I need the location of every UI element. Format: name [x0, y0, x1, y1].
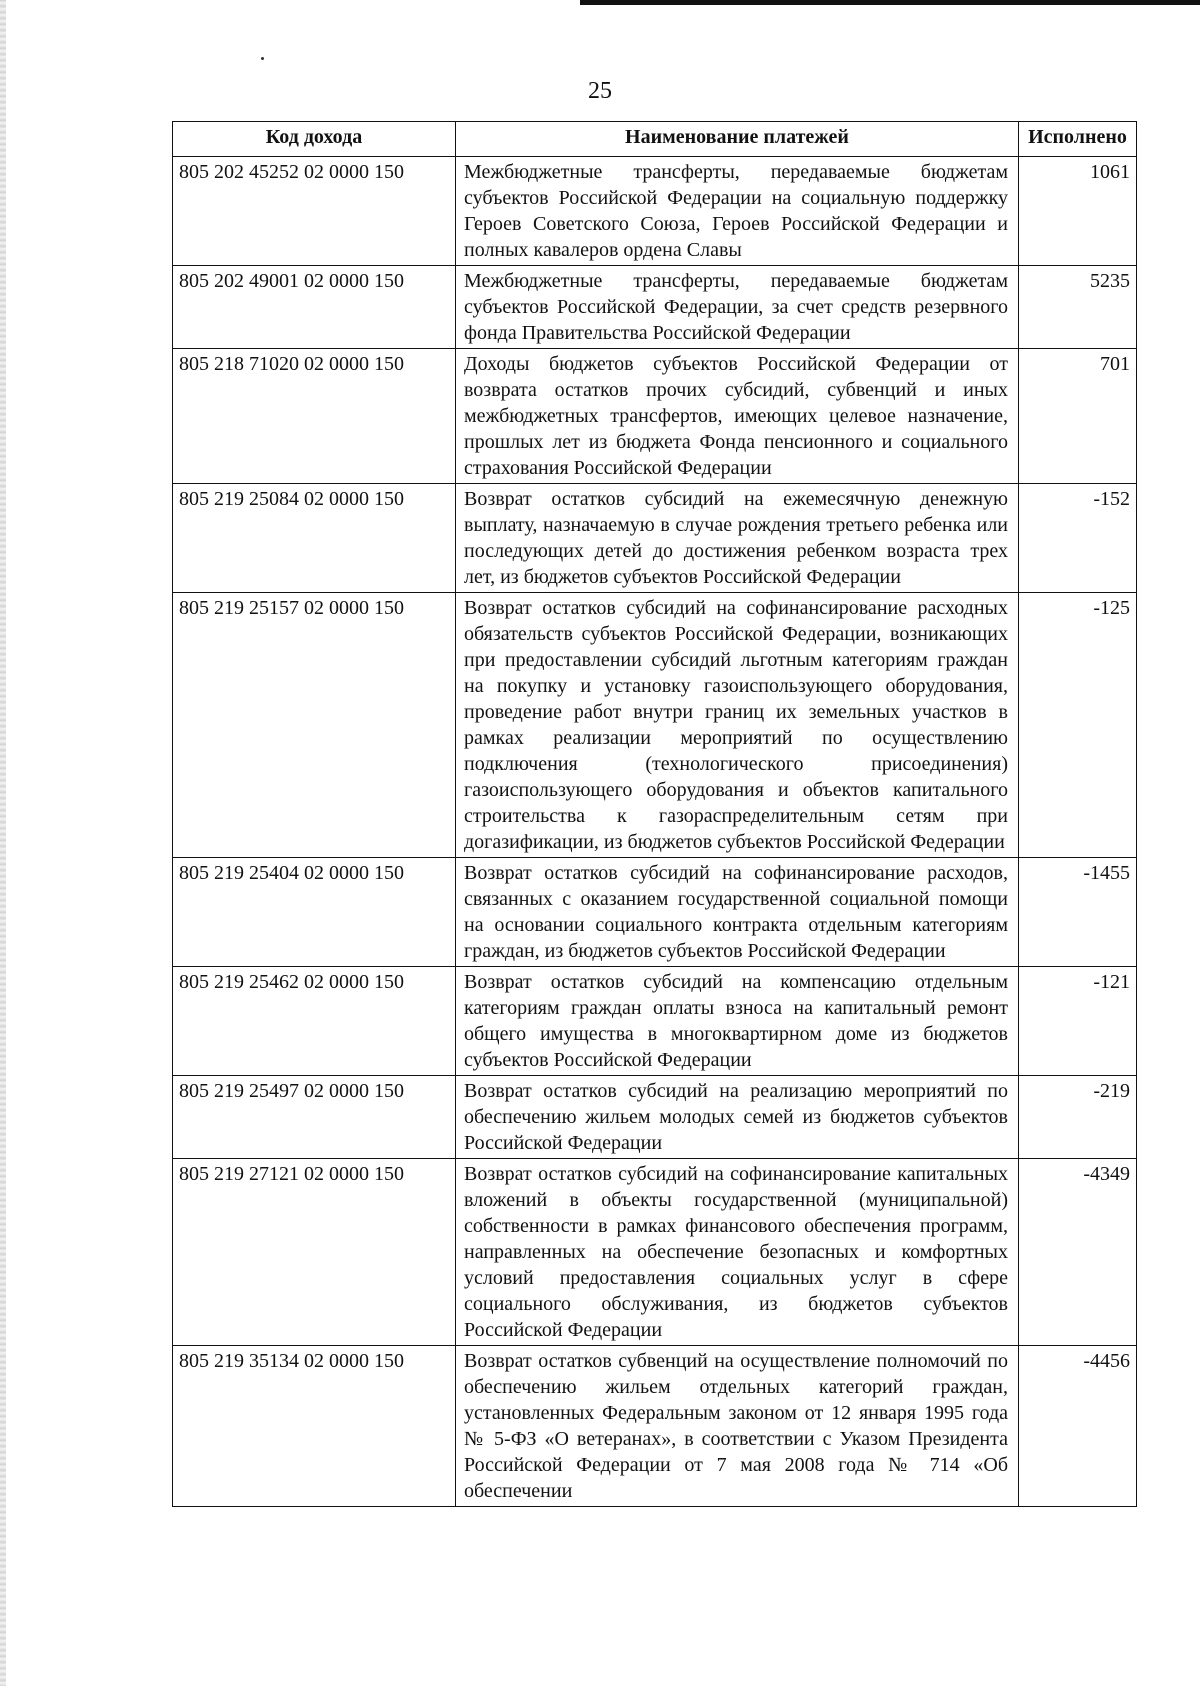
executed-value-cell: -121 [1019, 967, 1137, 1076]
payment-name-cell: Возврат остатков субсидий на ежемесячную денежную выплату, назначаемую в случае рождения третьего ребенка или последующих детей до достижения ребенком возраста трех лет, из бюджетов субъектов Российской Федерации [456, 484, 1019, 593]
executed-value-cell: -4456 [1019, 1346, 1137, 1507]
income-code-cell: 805 202 49001 02 0000 150 [173, 266, 456, 349]
income-code-cell: 805 218 71020 02 0000 150 [173, 349, 456, 484]
income-code-cell: 805 219 25497 02 0000 150 [173, 1076, 456, 1159]
payment-name-cell: Возврат остатков субсидий на реализацию мероприятий по обеспечению жильем молодых семей из бюджетов субъектов Российской Федерации [456, 1076, 1019, 1159]
scan-edge-top [580, 0, 1200, 5]
table-row [173, 858, 1137, 967]
scan-edge-left [0, 0, 6, 1686]
table-row [173, 266, 1137, 349]
table-row [173, 484, 1137, 593]
income-code-cell: 805 219 25404 02 0000 150 [173, 858, 456, 967]
payment-name-cell: Возврат остатков субсидий на софинансирование расходных обязательств субъектов Российской Федерации, возникающих при предоставлении субсидий льготным категориям граждан на покупку и установку газоиспользующего оборудования, проведение работ внутри границ их земельных участков в рамках реализации мероприятий по осуществлению подключения (технологического присоединения) газоиспользующего оборудования и объектов капитального строительства к газораспределительным сетям при догазификации, из бюджетов субъектов Российской Федерации [456, 593, 1019, 858]
income-code-cell: 805 219 35134 02 0000 150 [173, 1346, 456, 1507]
payment-name-cell: Возврат остатков субвенций на осуществление полномочий по обеспечению жильем отдельных категорий граждан, установленных Федеральным законом от 12 января 1995 года № 5-ФЗ «О ветеранах», в соответствии с Указом Президента Российской Федерации от 7 мая 2008 года № 714 «Об обеспечении [456, 1346, 1019, 1507]
executed-value-cell: 1061 [1019, 157, 1137, 266]
payment-name-cell: Доходы бюджетов субъектов Российской Федерации от возврата остатков прочих субсидий, субвенций и иных межбюджетных трансфертов, имеющих целевое назначение, прошлых лет из бюджета Фонда пенсионного и социального страхования Российской Федерации [456, 349, 1019, 484]
table-header-row [173, 122, 1137, 157]
income-code-cell: 805 219 25462 02 0000 150 [173, 967, 456, 1076]
income-code-cell: 805 202 45252 02 0000 150 [173, 157, 456, 266]
header-executed: Исполнено [1019, 122, 1137, 157]
income-code-cell: 805 219 25157 02 0000 150 [173, 593, 456, 858]
table-row [173, 1076, 1137, 1159]
table-row [173, 1159, 1137, 1346]
table-row [173, 1346, 1137, 1507]
executed-value-cell: -125 [1019, 593, 1137, 858]
payment-name-cell: Возврат остатков субсидий на софинансирование капитальных вложений в объекты государственной (муниципальной) собственности в рамках финансового обеспечения программ, направленных на обеспечение безопасных и комфортных условий предоставления социальных услуг в сфере социального обслуживания, из бюджетов субъектов Российской Федерации [456, 1159, 1019, 1346]
payments-table [172, 121, 1137, 1507]
payment-name-cell: Межбюджетные трансферты, передаваемые бюджетам субъектов Российской Федерации на социальную поддержку Героев Советского Союза, Героев Российской Федерации и полных кавалеров ордена Славы [456, 157, 1019, 266]
executed-value-cell: -4349 [1019, 1159, 1137, 1346]
executed-value-cell: -1455 [1019, 858, 1137, 967]
payment-name-cell: Возврат остатков субсидий на софинансирование расходов, связанных с оказанием государственной социальной помощи на основании социального контракта отдельным категориям граждан, из бюджетов субъектов Российской Федерации [456, 858, 1019, 967]
income-code-cell: 805 219 25084 02 0000 150 [173, 484, 456, 593]
table-row [173, 349, 1137, 484]
executed-value-cell: 5235 [1019, 266, 1137, 349]
header-payment-name: Наименование платежей [456, 122, 1019, 157]
table-row [173, 157, 1137, 266]
payment-name-cell: Возврат остатков субсидий на компенсацию отдельным категориям граждан оплаты взноса на капитальный ремонт общего имущества в многоквартирном доме из бюджетов субъектов Российской Федерации [456, 967, 1019, 1076]
header-income-code: Код дохода [173, 122, 456, 157]
table-row [173, 593, 1137, 858]
income-code-cell: 805 219 27121 02 0000 150 [173, 1159, 456, 1346]
executed-value-cell: 701 [1019, 349, 1137, 484]
scan-speck [261, 57, 264, 60]
payment-name-cell: Межбюджетные трансферты, передаваемые бюджетам субъектов Российской Федерации, за счет средств резервного фонда Правительства Российской Федерации [456, 266, 1019, 349]
page-number: 25 [588, 78, 612, 104]
executed-value-cell: -152 [1019, 484, 1137, 593]
executed-value-cell: -219 [1019, 1076, 1137, 1159]
table-row [173, 967, 1137, 1076]
